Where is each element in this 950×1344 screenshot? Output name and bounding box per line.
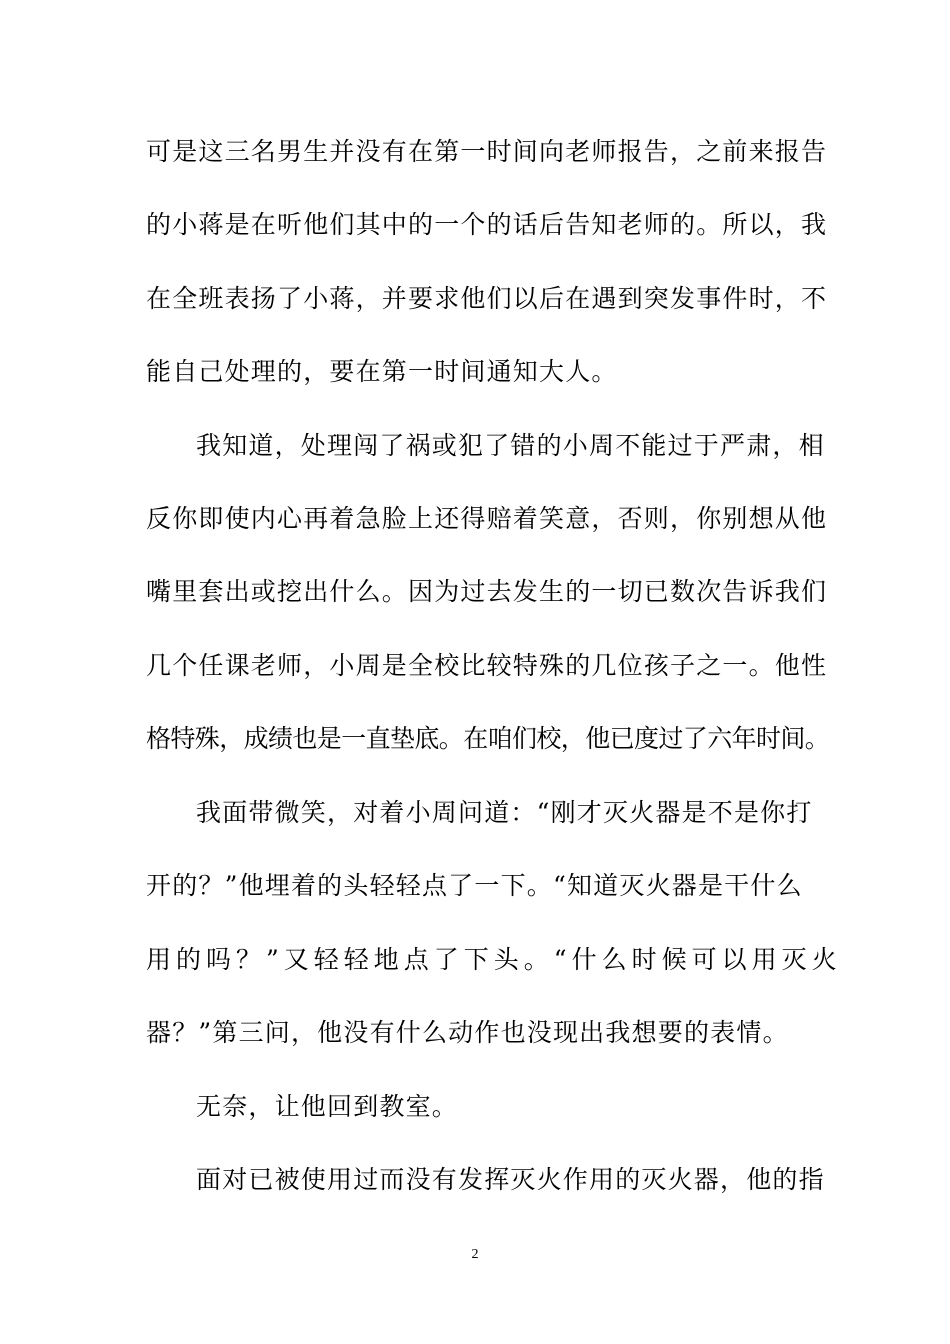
text-line: 开的？”他埋着的头轻轻点了一下。“知道灭火器是干什么 — [146, 871, 803, 900]
text-line: 能自己处理的，要在第一时间通知大人。 — [146, 357, 618, 386]
text-line: 我面带微笑，对着小周问道：“刚才灭火器是不是你打 — [196, 798, 813, 827]
text-line: 用的吗？”又轻轻地点了下头。“什么时候可以用灭火 — [146, 945, 842, 974]
text-line: 的小蒋是在听他们其中的一个的话后告知老师的。所以，我 — [146, 210, 828, 239]
text-line: 嘴里套出或挖出什么。因为过去发生的一切已数次告诉我们 — [146, 577, 828, 606]
text-line: 可是这三名男生并没有在第一时间向老师报告，之前来报告 — [146, 137, 828, 166]
text-line: 几个任课老师，小周是全校比较特殊的几位孩子之一。他性 — [146, 651, 828, 680]
text-line: 反你即使内心再着急脸上还得赔着笑意，否则，你别想从他 — [146, 504, 828, 533]
text-line: 我知道，处理闯了祸或犯了错的小周不能过于严肃，相 — [196, 431, 825, 460]
page-number: 2 — [471, 1247, 479, 1262]
text-line: 格特殊，成绩也是一直垫底。在咱们校，他已度过了六年时间。 — [146, 724, 830, 753]
text-line: 在全班表扬了小蒋，并要求他们以后在遇到突发事件时，不 — [146, 284, 828, 313]
text-line: 面对已被使用过而没有发挥灭火作用的灭火器，他的指 — [196, 1165, 825, 1194]
text-line: 无奈，让他回到教室。 — [196, 1092, 459, 1121]
text-line: 器？”第三问，他没有什么动作也没现出我想要的表情。 — [146, 1018, 789, 1047]
